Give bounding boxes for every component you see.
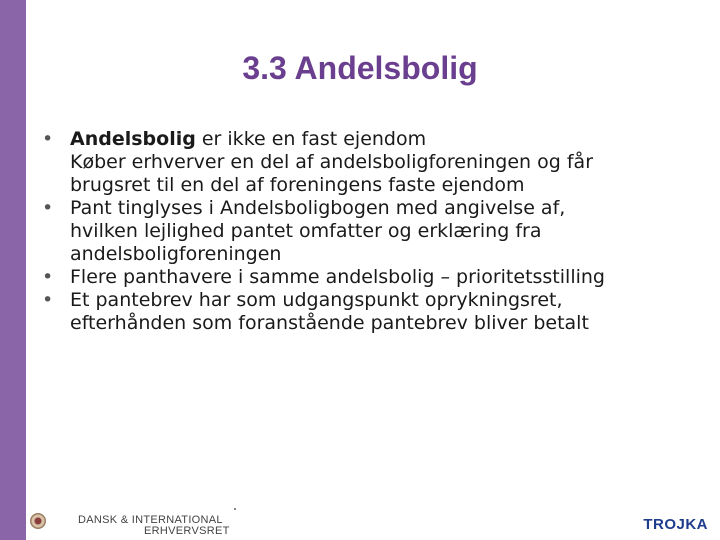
publisher-name — [78, 515, 230, 537]
bullet-line: brugsret til en del af foreningens faste ejendom — [70, 174, 525, 196]
bullet-bold-term: Andelsbolig — [70, 128, 196, 150]
bullet-line: andelsboligforeningen — [70, 243, 282, 265]
bullet-icon: • — [42, 128, 54, 150]
bullet-item — [42, 128, 702, 197]
bullet-text: er ikke en fast ejendom — [195, 128, 427, 150]
bullet-line — [70, 128, 702, 151]
publisher-line-2: ERHVERVSRET — [144, 525, 230, 537]
footer-separator — [234, 508, 236, 510]
bullet-line: efterhånden som foranstående pantebrev bliver betalt — [70, 312, 589, 334]
bullet-icon: • — [42, 266, 54, 288]
bullet-icon: • — [42, 197, 54, 219]
bullet-icon: • — [42, 289, 54, 311]
bullet-line: Køber erhverver en del af andelsboligforeningen og får — [70, 151, 594, 173]
publisher-line-1: DANSK & INTERNATIONAL — [78, 514, 223, 526]
bullet-item — [42, 266, 702, 289]
bullet-line: hvilken lejlighed pantet omfatter og erklæring fra — [70, 220, 542, 242]
publisher-logo-icon — [30, 513, 46, 529]
bullet-line: Flere panthavere i samme andelsbolig – prioritetsstilling — [70, 266, 605, 288]
brand-logo: TROJKA — [643, 516, 708, 533]
slide-title: 3.3 Andelsbolig — [242, 50, 478, 86]
bullet-list — [42, 128, 702, 335]
bullet-item — [42, 289, 702, 335]
bullet-line: Et pantebrev har som udgangspunkt oprykningsret, — [70, 289, 563, 311]
bullet-line: Pant tinglyses i Andelsboligbogen med angivelse af, — [70, 197, 566, 219]
bullet-item — [42, 197, 702, 266]
